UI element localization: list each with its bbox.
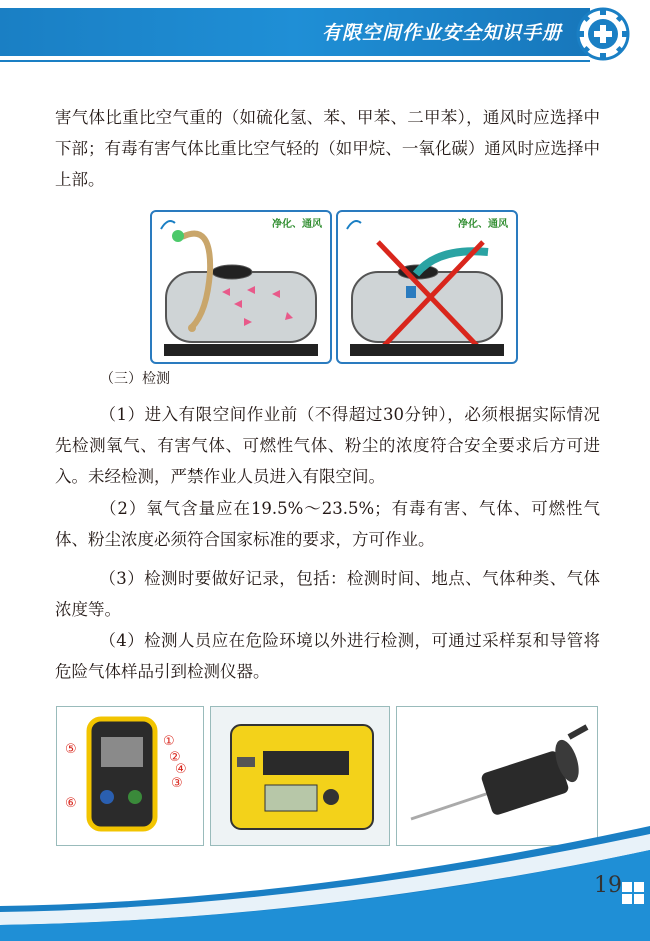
intro-paragraph: 害气体比重比空气重的（如硫化氢、苯、甲苯、二甲苯），通风时应选择中下部；有毒有害气体比重比空气轻的（如甲烷、一氧化碳）通风时应选择中上部。 — [55, 108, 600, 189]
safety-cross-logo-icon — [573, 6, 633, 62]
section-item-3: （3）检测时要做好记录，包括：检测时间、地点、气体种类、气体浓度等。 — [55, 569, 600, 619]
section-item-1: （1）进入有限空间作业前（不得超过30分钟），必须根据实际情况先检测氧气、有害气体、可燃性气体、粉尘的浓度符合安全要求后方可进入。未经检测，严禁作业人员进入有限空间。 — [55, 405, 600, 486]
corner-squares-icon — [622, 882, 644, 904]
tank-ventilation-correct-illustration — [152, 212, 330, 362]
page-number: 19 — [594, 873, 622, 898]
panel-caption — [164, 344, 318, 356]
panel-label: 净化、通风 — [458, 219, 508, 230]
page-header — [0, 0, 650, 68]
section-title: （三）检测 — [100, 371, 170, 387]
tank-ventilation-incorrect-illustration — [338, 212, 516, 362]
panel-label: 净化、通风 — [272, 219, 322, 230]
panel-caption — [350, 344, 504, 356]
header-title: 有限空间作业安全知识手册 — [321, 22, 562, 44]
section-item-2: （2）氧气含量应在19.5%～23.5%；有毒有害、气体、可燃性气体、粉尘浓度必须符合国家标准的要求，方可作业。 — [55, 499, 600, 549]
callout-3: ③ — [171, 776, 183, 791]
figure-panel-incorrect — [336, 210, 518, 364]
callout-4: ④ — [175, 762, 187, 777]
ventilation-figure — [150, 210, 520, 362]
callout-6: ⑥ — [65, 796, 77, 811]
figure-panel-correct — [150, 210, 332, 364]
callout-2: ② — [169, 750, 181, 765]
callout-5: ⑤ — [65, 742, 77, 757]
callout-1: ① — [163, 734, 175, 749]
section-item-4: （4）检测人员应在危险环境以外进行检测，可通过采样泵和导管将危险气体样品引到检测仪器。 — [55, 631, 600, 681]
footer-wave-decoration — [0, 820, 650, 941]
